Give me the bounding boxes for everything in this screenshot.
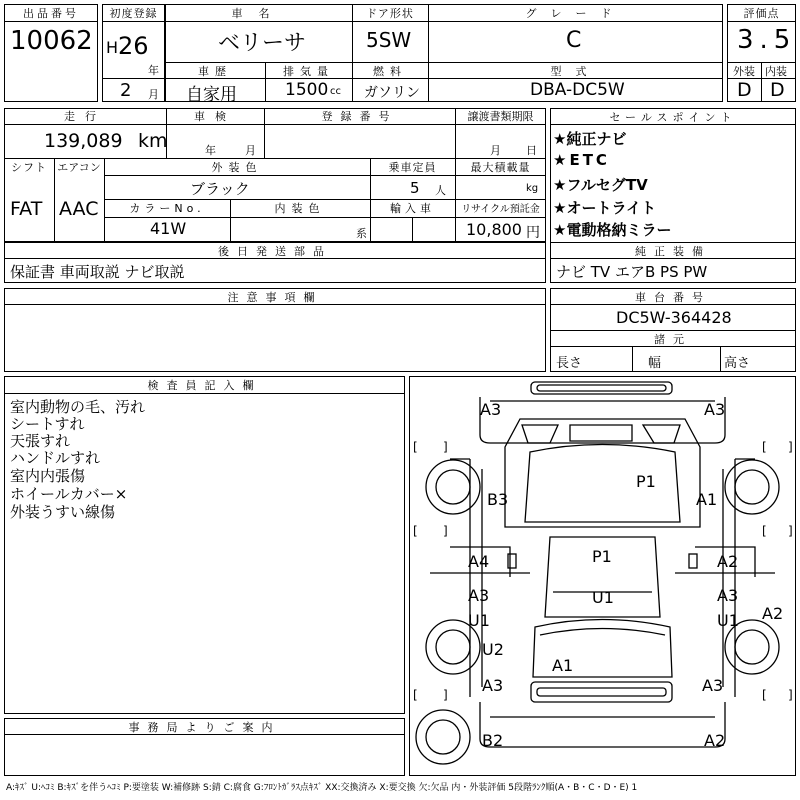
inspector-line: ハンドルすれ	[10, 449, 101, 467]
sales-points-label: セールスポイント	[609, 111, 737, 124]
inspector-line: 外装うすい線傷	[10, 503, 116, 521]
car-diagram-svg	[410, 377, 795, 775]
chassis-label: 車台番号	[635, 291, 711, 304]
inspector-line: 室内内張傷	[10, 467, 86, 485]
load-label: 最大積載量	[470, 161, 531, 174]
exterior-grade: D	[737, 79, 752, 101]
later-parts-value: 保証書 車両取説 ナビ取説	[10, 263, 185, 281]
bracket: ]	[788, 688, 793, 702]
bracket: ]	[443, 524, 448, 538]
exterior-label: 外装	[733, 65, 755, 78]
year-unit: 年	[148, 64, 159, 77]
damage-mark: A2	[717, 552, 739, 571]
bracket: [	[413, 688, 418, 702]
car-name-label: 車名	[231, 7, 286, 20]
history-label: 車歴	[198, 65, 232, 78]
inspector-line: シートすれ	[10, 415, 85, 433]
seats-label: 乗車定員	[388, 161, 437, 174]
chassis-value: DC5W-364428	[616, 308, 732, 327]
mileage-unit: km	[138, 130, 168, 152]
color-label: 外装色	[211, 161, 263, 174]
bracket: [	[762, 440, 767, 454]
equipment-label: 純正装備	[635, 245, 711, 258]
damage-mark: A1	[696, 490, 718, 509]
aircon-label: エアコン	[57, 161, 101, 174]
interior-color-unit: 系	[356, 227, 367, 240]
transfer-day-unit: 日	[526, 144, 537, 157]
color-no-label: カラーNo.	[129, 202, 205, 215]
color-value: ブラック	[190, 180, 250, 198]
damage-mark: A3	[468, 586, 490, 605]
shift-label: シフト	[11, 161, 47, 174]
damage-mark: A2	[762, 604, 784, 623]
sales-point: ★純正ナビ	[553, 130, 627, 148]
sales-point: ★電動格納ミラー	[553, 221, 672, 239]
sales-point: ★ETC	[553, 151, 610, 169]
seats-unit: 人	[435, 184, 446, 197]
load-unit: kg	[526, 183, 539, 194]
displacement-value: 1500	[285, 80, 329, 100]
door-value: 5SW	[366, 28, 412, 52]
bracket: ]	[788, 524, 793, 538]
later-parts-label: 後日発送部品	[218, 245, 332, 258]
shift-value: FAT	[10, 198, 43, 220]
recycle-unit: 円	[526, 225, 540, 241]
bracket: [	[762, 688, 767, 702]
interior-grade: D	[770, 79, 785, 101]
grade-label: グレード	[525, 7, 626, 20]
recycle-value: 10,800	[466, 220, 522, 239]
door-label: ドア形状	[366, 7, 414, 20]
color-no-value: 41W	[150, 219, 187, 238]
score-label: 評価点	[743, 7, 780, 20]
seats-value: 5	[410, 179, 420, 197]
equipment-value: ナビ TV エアB PS PW	[556, 263, 708, 281]
aircon-value: AAC	[59, 198, 99, 220]
damage-mark: U1	[717, 611, 739, 630]
bracket: ]	[788, 440, 793, 454]
model-value: DBA-DC5W	[530, 80, 625, 100]
bracket: ]	[443, 440, 448, 454]
displacement-label: 排気量	[283, 65, 334, 78]
interior-color-label: 内装色	[274, 202, 326, 215]
inspection-label: 車検	[194, 110, 236, 123]
transfer-label: 譲渡書類期限	[467, 110, 534, 123]
history-value: 自家用	[186, 85, 237, 105]
damage-mark: B3	[487, 490, 509, 509]
damage-mark: U1	[468, 611, 490, 630]
import-label: 輸入車	[390, 202, 435, 215]
damage-mark: B2	[482, 731, 504, 750]
inspection-month-unit: 月	[245, 144, 256, 157]
bracket: [	[762, 524, 767, 538]
length-label: 長さ	[556, 356, 583, 371]
damage-mark: P1	[636, 472, 656, 491]
bracket: ]	[443, 688, 448, 702]
bracket: [	[413, 524, 418, 538]
transfer-month-unit: 月	[490, 144, 501, 157]
damage-mark: A3	[704, 400, 726, 419]
inspector-line: 室内動物の毛、汚れ	[10, 398, 146, 416]
damage-mark: A3	[717, 586, 739, 605]
mileage-label: 走行	[64, 110, 106, 123]
inspection-year-unit: 年	[205, 144, 216, 157]
month-unit: 月	[148, 88, 159, 101]
lot-number: 10062	[10, 26, 93, 56]
dims-label: 諸元	[654, 333, 692, 346]
grade-value: C	[566, 28, 582, 53]
model-label: 型式	[550, 65, 601, 78]
damage-mark: P1	[592, 547, 612, 566]
damage-mark: A3	[480, 400, 502, 419]
recycle-label: リサイクル預託金	[461, 204, 540, 215]
legend: A:ｷｽﾞ U:ﾍｺﾐ B:ｷｽﾞを伴うﾍｺﾐ P:要塗装 W:補修跡 S:錆 C:腐食 G:ﾌﾛﾝﾄｶﾞﾗｽ点ｷｽﾞ XX:交換済み X:要交換 欠:欠品 内・外装評価 5段階ﾗﾝｸ順(A・B・C・D・E) 1	[6, 783, 638, 793]
lot-label: 出品番号	[23, 7, 79, 20]
displacement-unit: cc	[330, 86, 341, 97]
notes-label: 注意事項欄	[227, 291, 323, 304]
month-value: 2	[120, 80, 132, 101]
inspector-label: 検査員記入欄	[147, 379, 262, 392]
inspector-line: ホイールカバー×	[10, 485, 128, 503]
inspector-line: 天張すれ	[10, 432, 71, 450]
damage-mark: A3	[702, 676, 724, 695]
car-name: ベリーサ	[218, 31, 307, 56]
damage-mark: A4	[468, 552, 490, 571]
era-letter: H	[106, 38, 119, 57]
mileage-value: 139,089	[44, 130, 123, 152]
first-reg-label: 初度登録	[109, 7, 158, 20]
height-label: 高さ	[724, 356, 751, 371]
interior-label: 内装	[765, 65, 787, 78]
sales-point: ★オートライト	[553, 199, 656, 217]
reg-no-label: 登録番号	[321, 110, 398, 123]
fuel-value: ガソリン	[364, 85, 420, 101]
damage-mark: U1	[592, 588, 614, 607]
damage-mark: A1	[552, 656, 574, 675]
office-label: 事務局よりご案内	[128, 721, 281, 734]
sales-point: ★フルセグTV	[553, 176, 648, 194]
damage-mark: A2	[704, 731, 726, 750]
era-year: 26	[118, 32, 149, 60]
score-value: 3.5	[737, 25, 797, 55]
fuel-label: 燃料	[373, 65, 407, 78]
bracket: [	[413, 440, 418, 454]
damage-mark: A3	[482, 676, 504, 695]
car-diagram	[409, 376, 796, 776]
damage-mark: U2	[482, 640, 504, 659]
width-label: 幅	[648, 356, 662, 371]
